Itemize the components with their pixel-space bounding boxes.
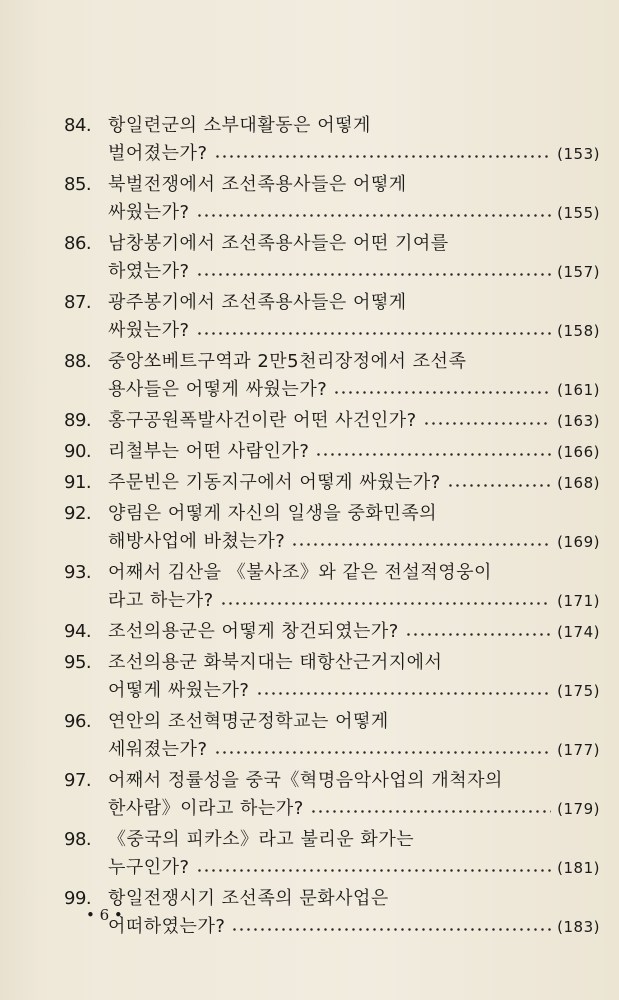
entry-title-line bbox=[64, 230, 600, 258]
entry-title-continuation: 누구인가? bbox=[108, 857, 190, 878]
entry-title-line bbox=[64, 112, 600, 140]
entry-leader-line bbox=[64, 376, 600, 404]
entry-leader-line bbox=[64, 854, 600, 882]
toc-entry bbox=[64, 348, 600, 407]
entry-title: 양림은 어떻게 자신의 일생을 중화민족의 bbox=[108, 503, 437, 524]
entry-title: 홍구공원폭발사건이란 어떤 사건인가? bbox=[108, 410, 417, 431]
entry-title: 조선의용군은 어떻게 창건되였는가? bbox=[108, 621, 399, 642]
entry-title: 중앙쏘베트구역과 2만5천리장정에서 조선족 bbox=[108, 351, 467, 372]
entry-title-continuation: 해방사업에 바쳤는가? bbox=[108, 531, 286, 552]
entry-number: 99. bbox=[64, 888, 92, 909]
entry-number: 97. bbox=[64, 770, 92, 791]
entry-title: 리철부는 어떤 사람인가? bbox=[108, 441, 310, 462]
dot-leader bbox=[423, 407, 551, 435]
dot-leader bbox=[196, 258, 552, 286]
entry-title-continuation: 어떠하였는가? bbox=[108, 916, 226, 937]
entry-page-number: (175) bbox=[557, 682, 600, 700]
entry-title-continuation: 세워졌는가? bbox=[108, 739, 208, 760]
toc-entry bbox=[64, 767, 600, 826]
entry-leader-line bbox=[64, 407, 600, 435]
entry-page-number: (166) bbox=[557, 443, 600, 461]
entry-title-line bbox=[64, 826, 600, 854]
entry-title-line bbox=[64, 500, 600, 528]
entry-title-line bbox=[64, 885, 600, 913]
entry-page-number: (174) bbox=[557, 623, 600, 641]
entry-title: 주문빈은 기동지구에서 어떻게 싸웠는가? bbox=[108, 472, 441, 493]
entry-title-line bbox=[64, 559, 600, 587]
dot-leader bbox=[220, 587, 551, 615]
entry-title: 어째서 김산을 《불사조》와 같은 전설적영웅이 bbox=[108, 562, 492, 583]
entry-title: 《중국의 피카소》라고 불리운 화가는 bbox=[108, 829, 415, 850]
entry-leader-line bbox=[64, 317, 600, 345]
entry-number: 94. bbox=[64, 621, 92, 642]
entry-number: 98. bbox=[64, 829, 92, 850]
entry-page-number: (153) bbox=[557, 145, 600, 163]
entry-leader-line bbox=[64, 677, 600, 705]
dot-leader bbox=[231, 913, 551, 941]
toc-entry bbox=[64, 885, 600, 944]
toc-entry bbox=[64, 230, 600, 289]
dot-leader bbox=[256, 677, 552, 705]
entry-number: 93. bbox=[64, 562, 92, 583]
table-of-contents bbox=[64, 112, 600, 944]
entry-title-continuation: 한사람》이라고 하는가? bbox=[108, 798, 304, 819]
entry-page-number: (158) bbox=[557, 322, 600, 340]
entry-title-line bbox=[64, 171, 600, 199]
dot-leader bbox=[447, 469, 551, 497]
entry-number: 95. bbox=[64, 652, 92, 673]
entry-leader-line bbox=[64, 618, 600, 646]
entry-number: 85. bbox=[64, 174, 92, 195]
entry-title: 북벌전쟁에서 조선족용사들은 어떻게 bbox=[108, 174, 407, 195]
entry-page-number: (155) bbox=[557, 204, 600, 222]
dot-leader bbox=[196, 199, 552, 227]
entry-title-continuation: 벌어졌는가? bbox=[108, 143, 208, 164]
entry-title-continuation: 라고 하는가? bbox=[108, 590, 214, 611]
toc-entry bbox=[64, 171, 600, 230]
entry-page-number: (177) bbox=[557, 741, 600, 759]
toc-entry bbox=[64, 559, 600, 618]
entry-title-continuation: 싸웠는가? bbox=[108, 320, 190, 341]
toc-entry bbox=[64, 438, 600, 469]
entry-title: 광주봉기에서 조선족용사들은 어떻게 bbox=[108, 292, 407, 313]
entry-title: 조선의용군 화북지대는 태항산근거지에서 bbox=[108, 652, 443, 673]
dot-leader bbox=[196, 854, 552, 882]
toc-entry bbox=[64, 289, 600, 348]
entry-title-line bbox=[64, 708, 600, 736]
toc-entry bbox=[64, 407, 600, 438]
toc-entry bbox=[64, 708, 600, 767]
dot-leader bbox=[196, 317, 552, 345]
entry-leader-line bbox=[64, 795, 600, 823]
entry-title: 연안의 조선혁명군정학교는 어떻게 bbox=[108, 711, 389, 732]
page-number: • 6 • bbox=[86, 906, 123, 924]
entry-leader-line bbox=[64, 140, 600, 168]
entry-number: 90. bbox=[64, 441, 92, 462]
entry-title-continuation: 어떻게 싸웠는가? bbox=[108, 680, 250, 701]
toc-entry bbox=[64, 469, 600, 500]
entry-title-continuation: 싸웠는가? bbox=[108, 202, 190, 223]
entry-number: 87. bbox=[64, 292, 92, 313]
entry-page-number: (163) bbox=[557, 412, 600, 430]
dot-leader bbox=[310, 795, 551, 823]
entry-title-line bbox=[64, 289, 600, 317]
entry-page-number: (171) bbox=[557, 592, 600, 610]
dot-leader bbox=[315, 438, 551, 466]
entry-number: 92. bbox=[64, 503, 92, 524]
entry-page-number: (179) bbox=[557, 800, 600, 818]
entry-title-line bbox=[64, 767, 600, 795]
entry-page-number: (168) bbox=[557, 474, 600, 492]
entry-page-number: (169) bbox=[557, 533, 600, 551]
entry-page-number: (157) bbox=[557, 263, 600, 281]
entry-page-number: (161) bbox=[557, 381, 600, 399]
entry-title: 항일전쟁시기 조선족의 문화사업은 bbox=[108, 888, 389, 909]
dot-leader bbox=[214, 140, 552, 168]
toc-entry bbox=[64, 826, 600, 885]
entry-number: 91. bbox=[64, 472, 92, 493]
entry-number: 86. bbox=[64, 233, 92, 254]
entry-leader-line bbox=[64, 469, 600, 497]
toc-entry bbox=[64, 500, 600, 559]
entry-number: 89. bbox=[64, 410, 92, 431]
entry-number: 88. bbox=[64, 351, 92, 372]
entry-title-line bbox=[64, 649, 600, 677]
entry-leader-line bbox=[64, 587, 600, 615]
entry-number: 84. bbox=[64, 115, 92, 136]
entry-title: 남창봉기에서 조선족용사들은 어떤 기여를 bbox=[108, 233, 449, 254]
entry-leader-line bbox=[64, 528, 600, 556]
entry-leader-line bbox=[64, 736, 600, 764]
entry-title: 항일련군의 소부대활동은 어떻게 bbox=[108, 115, 371, 136]
dot-leader bbox=[405, 618, 551, 646]
entry-leader-line bbox=[64, 199, 600, 227]
entry-leader-line bbox=[64, 913, 600, 941]
entry-title-line bbox=[64, 348, 600, 376]
dot-leader bbox=[333, 376, 551, 404]
toc-entry bbox=[64, 618, 600, 649]
entry-title: 어째서 정률성을 중국《혁명음악사업의 개척자의 bbox=[108, 770, 503, 791]
entry-page-number: (183) bbox=[557, 918, 600, 936]
toc-entry bbox=[64, 649, 600, 708]
entry-leader-line bbox=[64, 438, 600, 466]
entry-leader-line bbox=[64, 258, 600, 286]
entry-title-continuation: 용사들은 어떻게 싸웠는가? bbox=[108, 379, 328, 400]
entry-page-number: (181) bbox=[557, 859, 600, 877]
toc-entry bbox=[64, 112, 600, 171]
dot-leader bbox=[214, 736, 552, 764]
entry-number: 96. bbox=[64, 711, 92, 732]
dot-leader bbox=[291, 528, 551, 556]
entry-title-continuation: 하였는가? bbox=[108, 261, 190, 282]
